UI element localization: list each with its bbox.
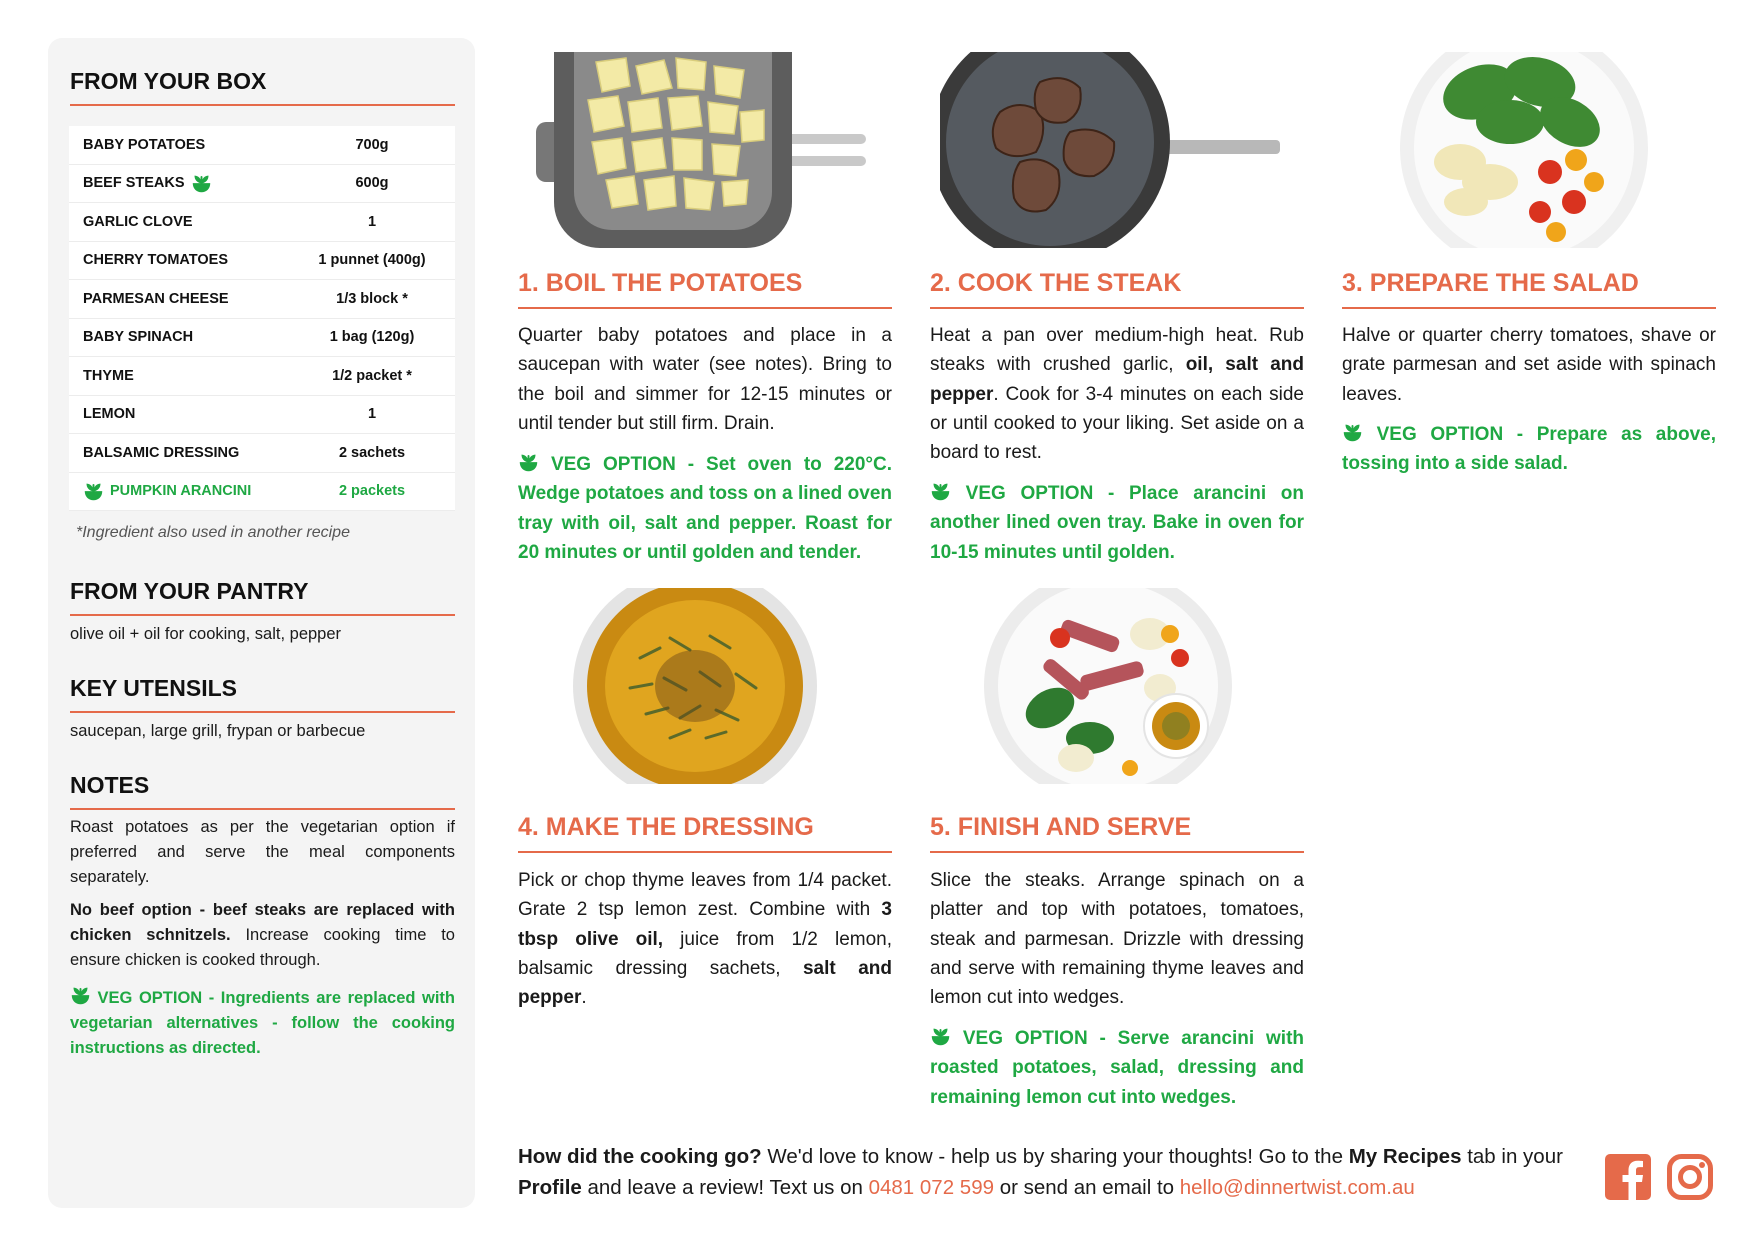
ingredients-table [69, 126, 455, 511]
step-3-veg-option [1342, 420, 1716, 479]
ingredient-name [69, 481, 289, 502]
step-4-title: 4. MAKE THE DRESSING [518, 813, 892, 853]
ingredient-qty: 1 bag (120g) [329, 329, 415, 346]
utensils-text: saucepan, large grill, frypan or barbecue [70, 722, 366, 740]
leaf-icon [1342, 422, 1363, 443]
ingredient-name: BALSAMIC DRESSING [83, 444, 240, 461]
step-2-veg-option [930, 479, 1304, 567]
ingredient-row [69, 242, 455, 281]
ingredient-qty: 1/2 packet * [332, 367, 412, 384]
ingredient-name: BABY SPINACH [83, 329, 194, 346]
step-4-body-e: . [581, 987, 587, 1009]
box-heading: FROM YOUR BOX [70, 68, 455, 106]
ingredient-row [69, 357, 455, 396]
pantry-heading: FROM YOUR PANTRY [70, 578, 455, 616]
ingredient-qty: 1 [367, 213, 377, 230]
ingredient-name: THYME [83, 367, 134, 384]
step-2-photo [940, 52, 1280, 248]
notes-no-beef-rest: Increase cooking time to ensure chicken is cooked through. [70, 926, 455, 969]
ingredient-qty: 1/3 block * [336, 290, 408, 307]
leaf-icon [930, 481, 951, 502]
step-2-body [930, 321, 1304, 467]
step-3-body: Halve or quarter cherry tomatoes, shave or grate parmesan and set aside with spinach leaves. [1342, 325, 1716, 405]
step-1-photo [526, 52, 866, 248]
leaf-icon [930, 1026, 951, 1047]
utensils-heading: KEY UTENSILS [70, 675, 455, 713]
ingredient-row-veg [69, 473, 455, 512]
ingredient-footnote: *Ingredient also used in another recipe [76, 524, 350, 541]
notes-paragraph: Roast potatoes as per the vegetarian option if preferred and serve the meal components separately. [70, 818, 455, 886]
step-2-veg-text: VEG OPTION - Place arancini on another lined oven tray. Bake in oven for 10-15 minutes until golden. [930, 483, 1304, 563]
instagram-icon[interactable] [1667, 1154, 1713, 1200]
ingredient-qty: 700g [355, 136, 389, 153]
notes-no-beef [70, 898, 455, 973]
ingredient-name: BABY POTATOES [83, 136, 206, 153]
leaf-icon [191, 173, 212, 194]
ingredient-qty: 2 packets [338, 483, 406, 500]
step-2-body-c: . Cook for 3-4 minutes on each side or until cooked to your liking. Set aside on a board to rest. [930, 383, 1304, 464]
footer-question: How did the cooking go? [518, 1145, 762, 1168]
ingredient-name: PARMESAN CHEESE [83, 290, 229, 307]
step-4-body-bold-1: 3 tbsp olive oil, [518, 899, 892, 950]
footer-profile: Profile [518, 1176, 582, 1199]
ingredient-row [69, 165, 455, 204]
step-4-photo [560, 588, 830, 784]
leaf-icon [70, 985, 91, 1006]
ingredient-row [69, 434, 455, 473]
ingredient-name-text: PUMPKIN ARANCINI [110, 483, 252, 500]
step-4-body-a: Pick or chop thyme leaves from 1/4 packet. Grate 2 tsp lemon zest. Combine with [518, 870, 892, 921]
ingredient-row [69, 280, 455, 319]
ingredient-name: CHERRY TOMATOES [83, 252, 229, 269]
footer-text-3: and leave a review! Text us on [581, 1176, 869, 1199]
facebook-icon[interactable] [1605, 1154, 1651, 1200]
leaf-icon [518, 452, 539, 473]
footer-text-2: tab in your [1461, 1145, 1563, 1168]
step-1-veg-option [518, 450, 892, 567]
notes-veg-text: VEG OPTION - Ingredients are replaced with vegetarian alternatives - follow the cooking instructions as directed. [70, 989, 455, 1057]
step-1-body: Quarter baby potatoes and place in a saucepan with water (see notes). Bring to the boil and simmer for 12-15 minutes or until tender but still firm. Drain. [518, 325, 892, 434]
ingredient-qty: 2 sachets [338, 444, 406, 461]
step-2-title: 2. COOK THE STEAK [930, 269, 1304, 309]
notes-veg-option [70, 985, 455, 1061]
step-4-body-c: juice from 1/2 lemon, balsamic dressing sachets, [518, 928, 892, 979]
notes-no-beef-bold: No beef option - beef steaks are replaced with chicken schnitzels. [70, 901, 455, 944]
ingredient-row [69, 396, 455, 435]
step-5-body: Slice the steaks. Arrange spinach on a platter and top with potatoes, tomatoes, steak and parmesan. Drizzle with dressing and serve with remaining thyme leaves and lemon cut into wedges. [930, 870, 1304, 1009]
ingredient-name: LEMON [83, 406, 136, 423]
footer-phone-link[interactable]: 0481 072 599 [868, 1176, 994, 1199]
ingredient-qty: 1 punnet (400g) [318, 252, 426, 269]
step-5-veg-text: VEG OPTION - Serve arancini with roasted potatoes, salad, dressing and remaining lemon cut into wedges. [930, 1028, 1305, 1108]
step-4-body [518, 866, 892, 1012]
step-3-title: 3. PREPARE THE SALAD [1342, 269, 1716, 309]
footer-text-4: or send an email to [994, 1176, 1180, 1199]
ingredient-name-text: BEEF STEAKS [83, 175, 185, 192]
step-1-veg-text: VEG OPTION - Set oven to 220°C. Wedge potatoes and toss on a lined oven tray with oil, salt and pepper. Roast for 20 minutes or until golden and tender. [518, 454, 892, 563]
ingredient-row [69, 319, 455, 358]
step-5-title: 5. FINISH AND SERVE [930, 813, 1304, 853]
ingredient-name [69, 173, 289, 194]
ingredients-sidebar [48, 38, 475, 1208]
ingredient-row [69, 203, 455, 242]
footer-my-recipes: My Recipes [1348, 1145, 1462, 1168]
ingredient-row [69, 126, 455, 165]
step-5-photo [980, 588, 1260, 784]
feedback-footer [518, 1141, 1578, 1203]
notes-heading: NOTES [70, 772, 455, 810]
step-5-veg-option [930, 1024, 1304, 1112]
footer-text-1: We'd love to know - help us by sharing your thoughts! Go to the [761, 1145, 1349, 1168]
leaf-icon [83, 481, 104, 502]
step-4-body-bold-2: salt and pepper [518, 957, 892, 1009]
ingredient-name: GARLIC CLOVE [83, 213, 193, 230]
step-2-body-bold: oil, salt and pepper [930, 354, 1304, 405]
pantry-text: olive oil + oil for cooking, salt, pepper [70, 625, 342, 643]
step-2-body-a: Heat a pan over medium-high heat. Rub steaks with crushed garlic, [930, 325, 1304, 376]
step-3-photo [1390, 52, 1690, 248]
ingredient-qty: 1 [367, 406, 377, 423]
step-1-title: 1. BOIL THE POTATOES [518, 269, 892, 309]
ingredient-qty: 600g [355, 175, 389, 192]
footer-email-link[interactable]: hello@dinnertwist.com.au [1179, 1176, 1415, 1199]
step-3-veg-text: VEG OPTION - Prepare as above, tossing into a side salad. [1342, 424, 1716, 475]
